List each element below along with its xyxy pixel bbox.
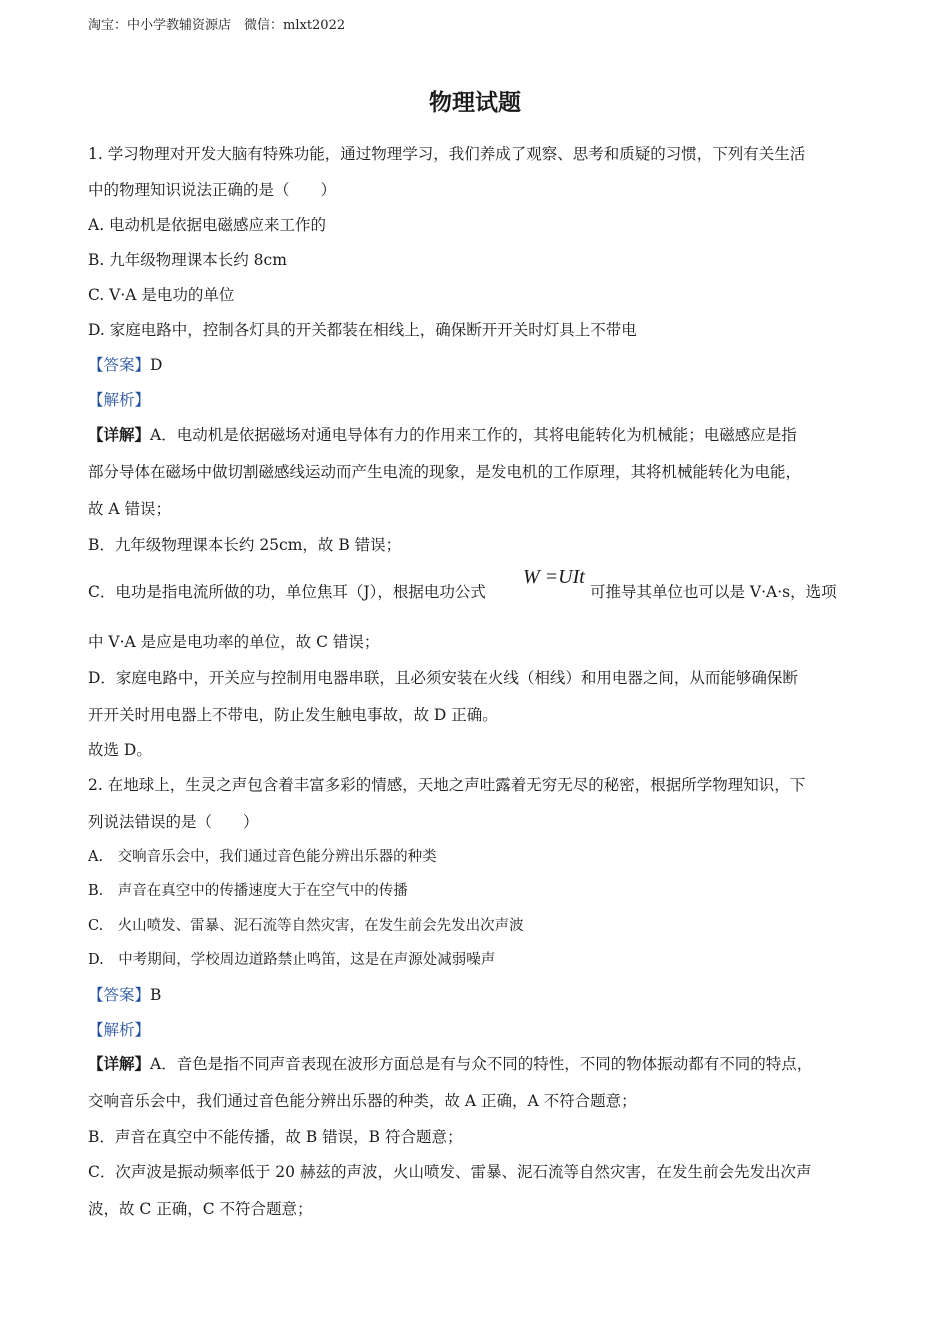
q2-answer [88,983,161,1005]
q1-formula: W =UIt [523,566,585,588]
q1-detail-text1: A．电动机是依据磁场对通电导体有力的作用来工作的，其将电能转化为机械能；电磁感应是指 [150,426,797,444]
q1-detail-line5a: C．电功是指电流所做的功，单位焦耳（J），根据电功公式 [88,583,486,601]
q2-detail-text1: A．音色是指不同声音表现在波形方面总是有与众不同的特性，不同的物体振动都有不同的特点， [150,1055,813,1073]
q1-detail-line3: 故 A 错误； [88,500,172,518]
page-title: 物理试题 [429,90,521,116]
q1-option-d: D. 家庭电路中，控制各灯具的开关都装在相线上，确保断开开关时灯具上不带电 [88,321,637,339]
q1-detail-line5b: 可推导其单位也可以是 V·A·s，选项 [590,583,837,601]
q2-detail-line4: C．次声波是振动频率低于 20 赫兹的声波，火山喷发、雷暴、泥石流等自然灾害，在发生前会先发出次声 [88,1163,812,1181]
q1-detail-line7: D．家庭电路中，开关应与控制用电器串联，且必须安装在火线（相线）和用电器之间，从而能够确保断 [88,669,798,687]
q1-stem-line1: 1. 学习物理对开发大脑有特殊功能，通过物理学习，我们养成了观察、思考和质疑的习惯，下列有关生活 [88,145,806,163]
q2-option-a: A. 交响音乐会中，我们通过音色能分辨出乐器的种类 [88,849,437,865]
q1-detail-label: 【详解】 [88,425,151,444]
q2-stem-line2: 列说法错误的是（ ） [88,813,259,831]
q1-option-b: B. 九年级物理课本长约 8cm [88,251,287,269]
q2-stem-line1: 2. 在地球上，生灵之声包含着丰富多彩的情感，天地之声吐露着无穷无尽的秘密，根据所学物理知识，下 [88,776,806,794]
q1-stem-line2: 中的物理知识说法正确的是（ ） [88,181,337,199]
q2-detail-line5: 波，故 C 正确，C 不符合题意； [88,1200,313,1218]
q2-option-c: C. 火山喷发、雷暴、泥石流等自然灾害，在发生前会先发出次声波 [88,918,524,934]
q1-detail-line2: 部分导体在磁场中做切割磁感线运动而产生电流的现象，是发电机的工作原理，其将机械能转化为电能， [88,463,802,481]
q1-option-a: A. 电动机是依据电磁感应来工作的 [88,216,327,234]
q1-detail-line8: 开开关时用电器上不带电，防止发生触电事故，故 D 正确。 [88,706,498,724]
q1-detail-line1 [88,423,797,445]
q2-analysis-label: 【解析】 [88,1021,151,1039]
q2-detail-line3: B．声音在真空中不能传播，故 B 错误，B 符合题意； [88,1128,463,1146]
q2-detail-label: 【详解】 [88,1054,151,1073]
q2-answer-label: 【答案】 [88,986,151,1004]
q1-detail-line4: B．九年级物理课本长约 25cm，故 B 错误； [88,536,402,554]
page-header: 淘宝：中小学教辅资源店 微信：mlxt2022 [88,18,346,33]
q1-answer-label: 【答案】 [88,356,151,374]
q2-answer-value: B [150,986,162,1004]
q1-conclusion: 故选 D。 [88,741,152,759]
q1-option-c: C. V·A 是电功的单位 [88,286,235,304]
q1-analysis-label: 【解析】 [88,391,151,409]
q2-option-b: B. 声音在真空中的传播速度大于在空气中的传播 [88,883,408,899]
q1-answer-value: D [150,356,163,374]
q1-answer [88,353,162,375]
q2-option-d: D. 中考期间，学校周边道路禁止鸣笛，这是在声源处减弱噪声 [88,952,496,968]
q2-detail-line2: 交响音乐会中，我们通过音色能分辨出乐器的种类，故 A 正确，A 不符合题意； [88,1092,637,1110]
q1-detail-line6: 中 V·A 是应是电功率的单位，故 C 错误； [88,633,380,651]
q2-detail-line1 [88,1052,812,1074]
